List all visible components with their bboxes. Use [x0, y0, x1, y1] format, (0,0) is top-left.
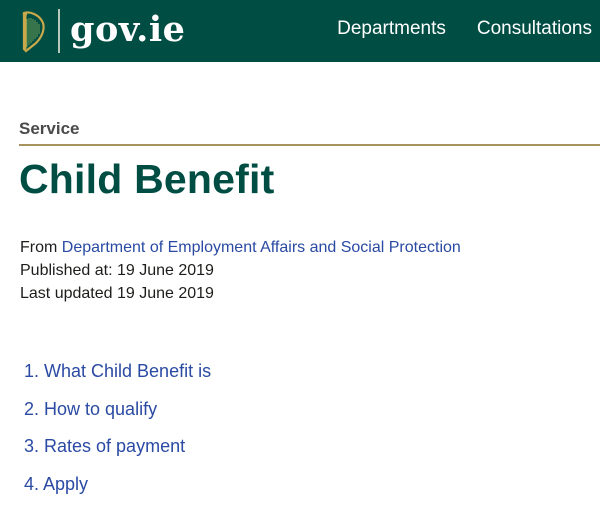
- brand-name: gov.ie: [70, 12, 185, 47]
- contents-link-rates-of-payment[interactable]: 3. Rates of payment: [24, 436, 185, 456]
- department-link[interactable]: Department of Employment Affairs and Social Protection: [62, 239, 461, 256]
- content-type-label: Service: [19, 119, 80, 139]
- nav-consultations[interactable]: Consultations: [477, 17, 592, 41]
- contents-item: [24, 396, 211, 434]
- contents-item: [24, 358, 211, 396]
- home-logo-link[interactable]: [16, 4, 185, 58]
- contents-link-what-child-benefit-is[interactable]: 1. What Child Benefit is: [24, 361, 211, 381]
- contents-item: [24, 433, 211, 471]
- main-nav: [306, 17, 592, 41]
- contents-item: [24, 471, 211, 508]
- contents-link-apply[interactable]: 4. Apply: [24, 474, 88, 494]
- page-title: Child Benefit: [19, 154, 274, 204]
- published-date: Published at: 19 June 2019: [20, 259, 461, 282]
- title-rule: [19, 144, 600, 146]
- brand-divider: [58, 9, 60, 53]
- from-label: From: [20, 239, 57, 256]
- harp-icon: [16, 9, 48, 53]
- site-header: [0, 0, 600, 62]
- contents-list: [24, 358, 211, 508]
- contents-link-how-to-qualify[interactable]: 2. How to qualify: [24, 399, 157, 419]
- page-metadata: [20, 236, 461, 305]
- updated-date: Last updated 19 June 2019: [20, 282, 461, 305]
- nav-departments[interactable]: Departments: [337, 17, 446, 41]
- from-line: [20, 236, 461, 259]
